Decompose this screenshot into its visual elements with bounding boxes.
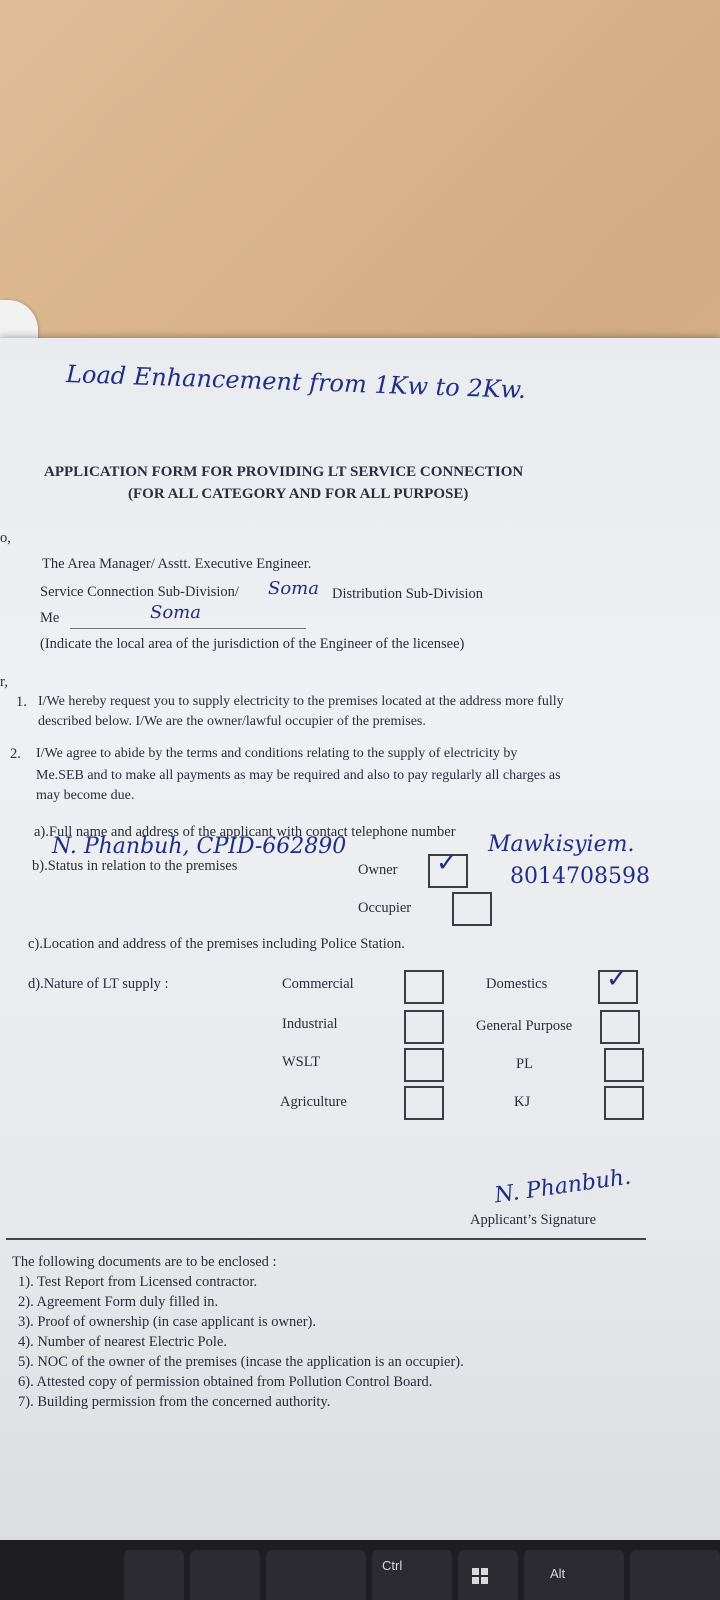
para1-line2: described below. I/We are the owner/lawful occupier of the premises.: [38, 714, 426, 729]
handwritten-signature: N. Phanbuh.: [492, 1164, 633, 1209]
para2-line1: I/We agree to abide by the terms and conditions relating to the supply of electricity by: [36, 746, 518, 761]
windows-logo-icon: [472, 1568, 488, 1584]
addressee-line-2b: Distribution Sub-Division: [332, 586, 484, 602]
general-purpose-checkbox[interactable]: [600, 1010, 640, 1044]
margin-to-fragment: o,: [0, 530, 11, 546]
owner-check-mark: ✓: [436, 848, 458, 878]
addressee-line-1: The Area Manager/ Asstt. Executive Engineer.: [42, 556, 312, 572]
handwritten-address: Mawkisyiem.: [488, 832, 635, 857]
supply-agriculture-label: Agriculture: [280, 1094, 347, 1110]
para2-line2: Me.SEB and to make all payments as may be required and also to pay regularly all charges as: [36, 768, 561, 783]
item-d-label: d).Nature of LT supply :: [28, 976, 169, 992]
addressee-underline: [70, 628, 306, 629]
keyboard-key: [266, 1550, 366, 1600]
supply-commercial-label: Commercial: [282, 976, 354, 992]
document-item-1: 1). Test Report from Licensed contractor.: [18, 1274, 258, 1290]
commercial-checkbox[interactable]: [404, 970, 444, 1004]
para2-number: 2.: [10, 746, 21, 762]
alt-key-label: Alt: [550, 1566, 566, 1581]
handwritten-heading: Load Enhancement from 1Kw to 2Kw.: [65, 359, 527, 405]
industrial-checkbox[interactable]: [404, 1010, 444, 1044]
supply-domestics-label: Domestics: [486, 976, 548, 992]
kj-checkbox[interactable]: [604, 1086, 644, 1120]
item-c-label: c).Location and address of the premises including Police Station.: [28, 936, 405, 952]
wslt-checkbox[interactable]: [404, 1048, 444, 1082]
supply-general-purpose-label: General Purpose: [476, 1018, 573, 1034]
para1-number: 1.: [16, 694, 27, 710]
domestics-check-mark: ✓: [606, 964, 628, 994]
form-title-line2: (FOR ALL CATEGORY AND FOR ALL PURPOSE): [128, 486, 469, 502]
handwritten-me-name: Soma: [150, 602, 201, 623]
signature-divider: [6, 1238, 646, 1240]
windows-key: [458, 1550, 518, 1600]
document-item-4: 4). Number of nearest Electric Pole.: [18, 1334, 227, 1350]
ctrl-key: [372, 1550, 452, 1600]
handwritten-office-name: Soma: [268, 578, 319, 599]
ctrl-key-label: Ctrl: [382, 1558, 403, 1573]
owner-label: Owner: [358, 862, 398, 878]
documents-heading: The following documents are to be enclosed :: [12, 1254, 277, 1270]
handwritten-applicant-name: N. Phanbuh, CPID-662890: [52, 834, 347, 859]
keyboard-key: [124, 1550, 184, 1600]
addressee-line-2a: Service Connection Sub-Division/: [40, 584, 239, 600]
supply-wslt-label: WSLT: [282, 1054, 321, 1070]
application-form-paper: [0, 338, 720, 1600]
para2-line3: may become due.: [36, 788, 135, 803]
supply-pl-label: PL: [516, 1056, 533, 1072]
document-item-6: 6). Attested copy of permission obtained from Pollution Control Board.: [18, 1374, 433, 1390]
keyboard-key: [630, 1550, 720, 1600]
form-title-line1: APPLICATION FORM FOR PROVIDING LT SERVICE CONNECTION: [44, 464, 524, 480]
document-item-7: 7). Building permission from the concerned authority.: [18, 1394, 331, 1410]
alt-key: [524, 1550, 624, 1600]
occupier-checkbox[interactable]: [452, 892, 492, 926]
document-item-3: 3). Proof of ownership (in case applicant is owner).: [18, 1314, 316, 1330]
handwritten-phone: 8014708598: [510, 864, 650, 889]
supply-industrial-label: Industrial: [282, 1016, 338, 1032]
agriculture-checkbox[interactable]: [404, 1086, 444, 1120]
supply-kj-label: KJ: [514, 1094, 531, 1110]
addressee-line-3: Me: [40, 610, 60, 626]
item-a-label: a).Full name and address of the applicant with contact telephone number: [34, 824, 456, 840]
margin-sir-fragment: r,: [0, 674, 8, 690]
item-b-label: b).Status in relation to the premises: [32, 858, 238, 874]
applicant-signature-label: Applicant’s Signature: [470, 1212, 597, 1228]
pl-checkbox[interactable]: [604, 1048, 644, 1082]
occupier-label: Occupier: [358, 900, 412, 916]
document-item-5: 5). NOC of the owner of the premises (incase the application is an occupier).: [18, 1354, 464, 1370]
document-item-2: 2). Agreement Form duly filled in.: [18, 1294, 219, 1310]
para1-line1: I/We hereby request you to supply electricity to the premises located at the address more fully: [38, 694, 564, 709]
addressee-note: (Indicate the local area of the jurisdiction of the Engineer of the licensee): [40, 636, 465, 652]
keyboard-key: [190, 1550, 260, 1600]
